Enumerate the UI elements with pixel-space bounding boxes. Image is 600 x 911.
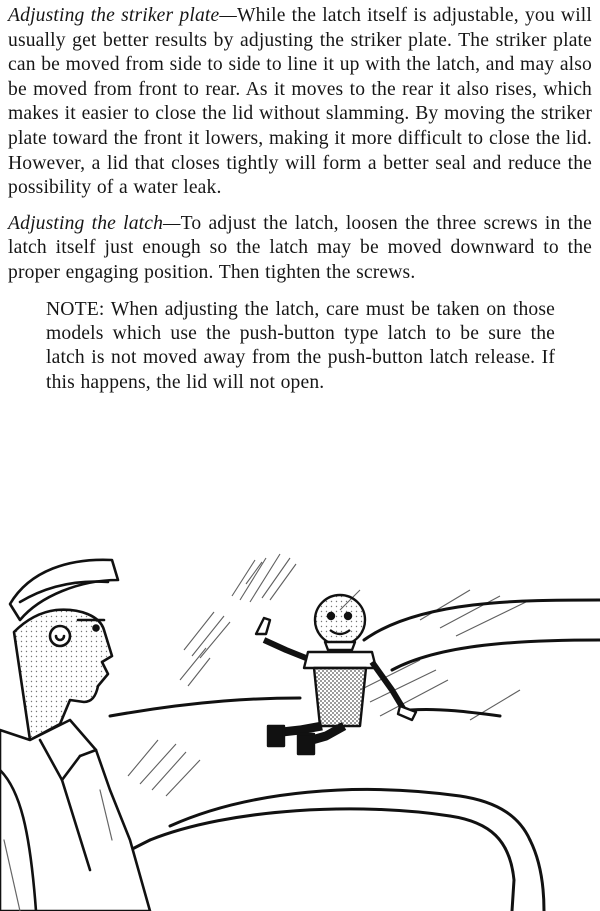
paragraph-latch [8,212,592,286]
paragraph-body: While the latch itself is adjustable, you will usually get better results by adjusting the striker plate. The striker plate can be moved from side to side to line it up with the latch, and may also be moved from front to rear. As it moves to the rear it also rises, which makes it easier to close the lid without slamming. By moving the striker plate toward the front it lowers, making it more difficult to close the lid. However, a lid that closes tightly will form a better seal and reduce the possibility of a water leak. [8,5,592,199]
mechanic-and-robot-illustration [0,540,600,911]
mechanic-figure [0,560,150,911]
paragraph-heading: Adjusting the striker plate— [8,5,237,26]
paragraph-body: To adjust the latch, loosen the three screws in the latch itself just enough so the latch may be moved downward to the proper engaging position. Then tighten the screws. [8,212,592,283]
paragraph-striker-plate [8,4,592,201]
paragraph-heading: Adjusting the latch— [8,212,181,234]
body-text [8,4,592,395]
note-block: NOTE: When adjusting the latch, care must be taken on those models which use the push-button type latch to be sure the latch is not moved away from the push-button latch release. If this happens, the lid will not open. [46,298,555,393]
